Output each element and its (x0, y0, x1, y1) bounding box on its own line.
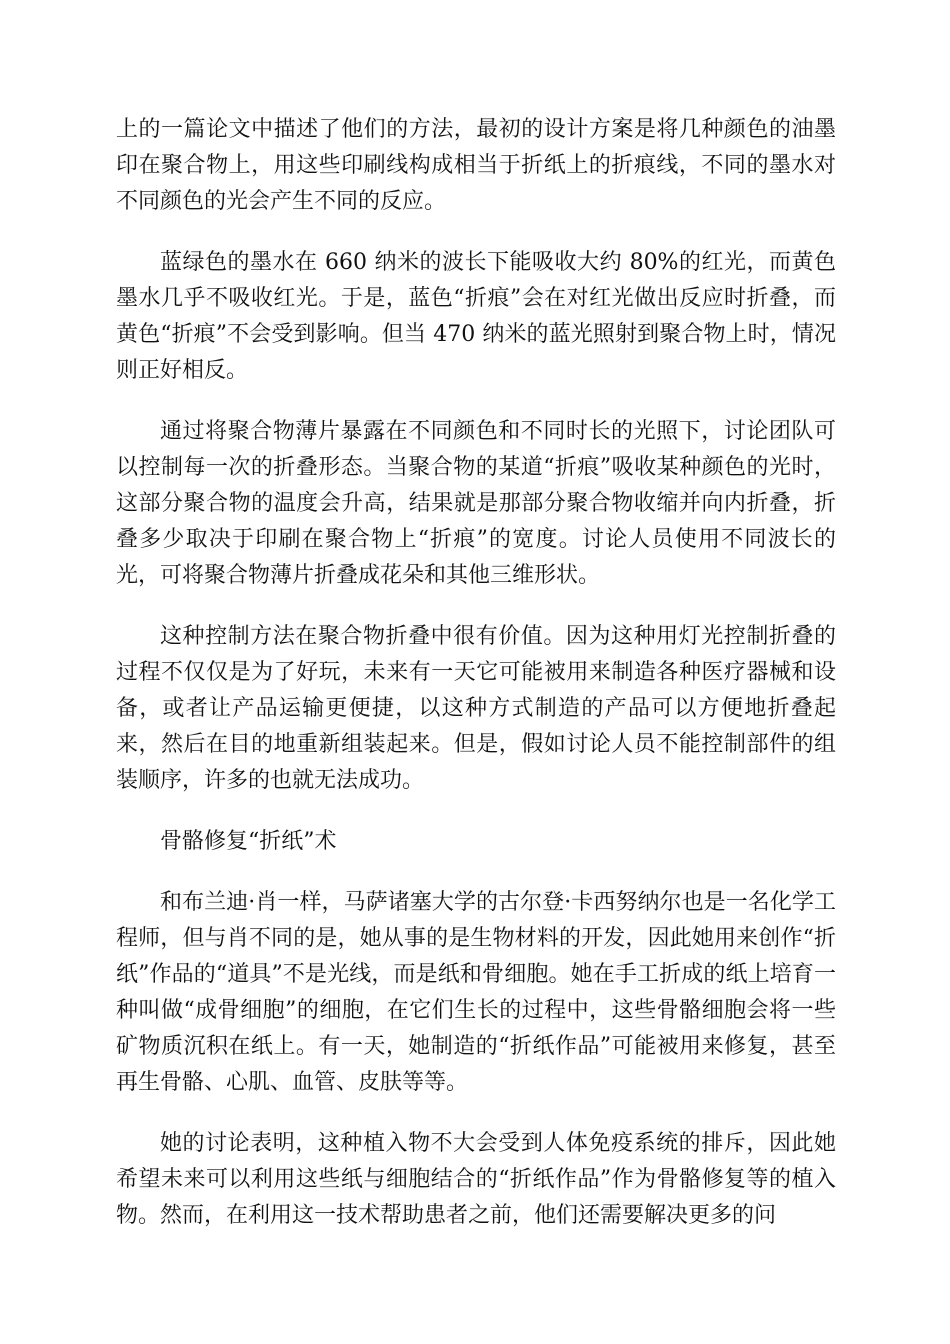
paragraph-5: 和布兰迪·肖一样，马萨诸塞大学的古尔登·卡西努纳尔也是一名化学工程师，但与肖不同的是，她从事的是生物材料的开发，因此她用来创作“折纸”作品的“道具”不是光线，而是纸和骨细胞。她在手工折成的纸上培育一种叫做“成骨细胞”的细胞，在它们生长的过程中，这些骨骼细胞会将一些矿物质沉积在纸上。有一天，她制造的“折纸作品”可能被用来修复，甚至再生骨骼、心肌、血管、皮肤等等。 (116, 890, 836, 1095)
section-heading: 骨骼修复“折纸”术 (160, 829, 337, 854)
paragraph-4: 这种控制方法在聚合物折叠中很有价值。因为这种用灯光控制折叠的过程不仅仅是为了好玩，未来有一天它可能被用来制造各种医疗器械和设备，或者让产品运输更便捷，以这种方式制造的产品可以方便地折叠起来，然后在目的地重新组装起来。但是，假如讨论人员不能控制部件的组装顺序，许多的也就无法成功。 (116, 624, 836, 793)
paragraph-1: 上的一篇论文中描述了他们的方法，最初的设计方案是将几种颜色的油墨印在聚合物上，用这些印刷线构成相当于折纸上的折痕线，不同的墨水对不同颜色的光会产生不同的反应。 (116, 117, 836, 214)
paragraph-2: 蓝绿色的墨水在 660 纳米的波长下能吸收大约 80%的红光，而黄色墨水几乎不吸收红光。于是，蓝色“折痕”会在对红光做出反应时折叠，而黄色“折痕”不会受到影响。但当 470 纳米的蓝光照射到聚合物上时，情况则正好相反。 (116, 250, 836, 383)
paragraph-3: 通过将聚合物薄片暴露在不同颜色和不同时长的光照下，讨论团队可以控制每一次的折叠形态。当聚合物的某道“折痕”吸收某种颜色的光时，这部分聚合物的温度会升高，结果就是那部分聚合物收缩并向内折叠，折叠多少取决于印刷在聚合物上“折痕”的宽度。讨论人员使用不同波长的光，可将聚合物薄片折叠成花朵和其他三维形状。 (116, 419, 836, 588)
paragraph-6: 她的讨论表明，这种植入物不大会受到人体免疫系统的排斥，因此她希望未来可以利用这些纸与细胞结合的“折纸作品”作为骨骼修复等的植入物。然而，在利用这一技术帮助患者之前，他们还需要解决更多的问 (116, 1131, 836, 1228)
document-body (116, 112, 836, 1259)
